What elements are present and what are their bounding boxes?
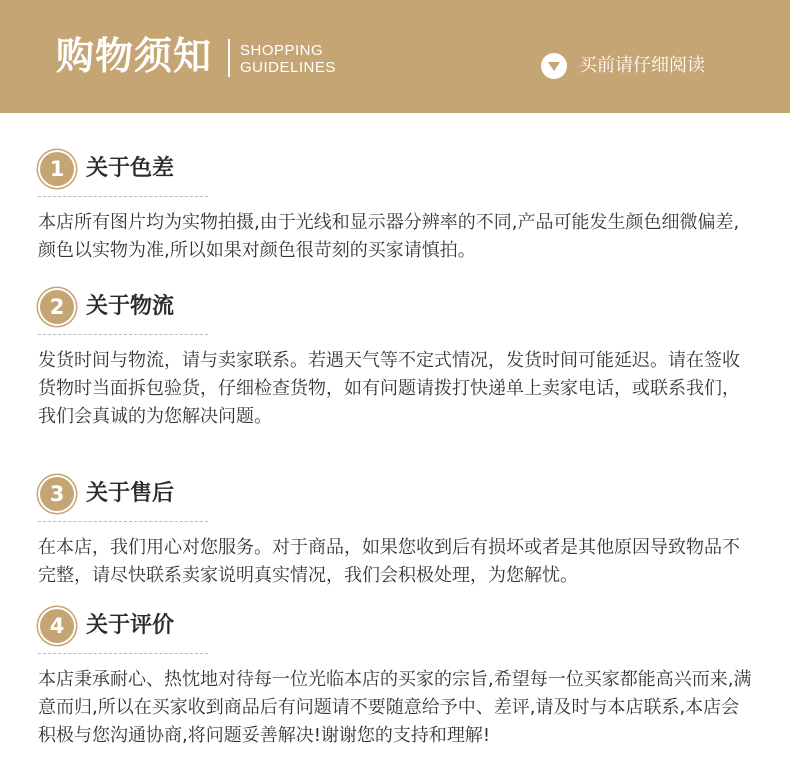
read-carefully-note: 买前请仔细阅读 — [579, 55, 705, 76]
header-banner — [0, 0, 790, 113]
title-divider — [228, 39, 230, 77]
page-title: 购物须知 — [56, 34, 213, 78]
section-number-badge: 1 — [40, 152, 74, 186]
dashed-divider — [38, 653, 208, 654]
section-title: 关于售后 — [86, 481, 175, 506]
page-title-english — [240, 42, 336, 76]
dashed-divider — [38, 196, 208, 197]
title-en-line1: SHOPPING — [240, 42, 324, 59]
chevron-down-icon — [541, 53, 567, 79]
section-text: 本店所有图片均为实物拍摄,由于光线和显示器分辨率的不同,产品可能发生颜色细微偏差,颜色以实物为准,所以如果对颜色很苛刻的买家请慎拍。 — [38, 212, 740, 261]
dashed-divider — [38, 334, 208, 335]
section-title: 关于评价 — [86, 613, 175, 638]
title-en-line2: GUIDELINES — [240, 59, 336, 76]
section-number-badge: 2 — [40, 290, 74, 324]
section-number-badge: 4 — [40, 609, 74, 643]
section-text: 发货时间与物流，请与卖家联系。若遇天气等不定式情况，发货时间可能延迟。请在签收货物时当面拆包验货，仔细检查货物，如有问题请拨打快递单上卖家电话，或联系我们，我们会真诚的为您解决问题。 — [38, 350, 740, 427]
section-title: 关于物流 — [86, 294, 175, 319]
section-text: 本店秉承耐心、热忱地对待每一位光临本店的买家的宗旨,希望每一位买家都能高兴而来,满意而归,所以在买家收到商品后有问题请不要随意给予中、差评,请及时与本店联系,本店会积极与您沟通协商,将问题妥善解决!谢谢您的支持和理解! — [38, 669, 752, 746]
dashed-divider — [38, 521, 208, 522]
section-number-badge: 3 — [40, 477, 74, 511]
section-title: 关于色差 — [86, 156, 175, 181]
section-text: 在本店，我们用心对您服务。对于商品，如果您收到后有损坏或者是其他原因导致物品不完整，请尽快联系卖家说明真实情况，我们会积极处理，为您解忧。 — [38, 537, 740, 586]
